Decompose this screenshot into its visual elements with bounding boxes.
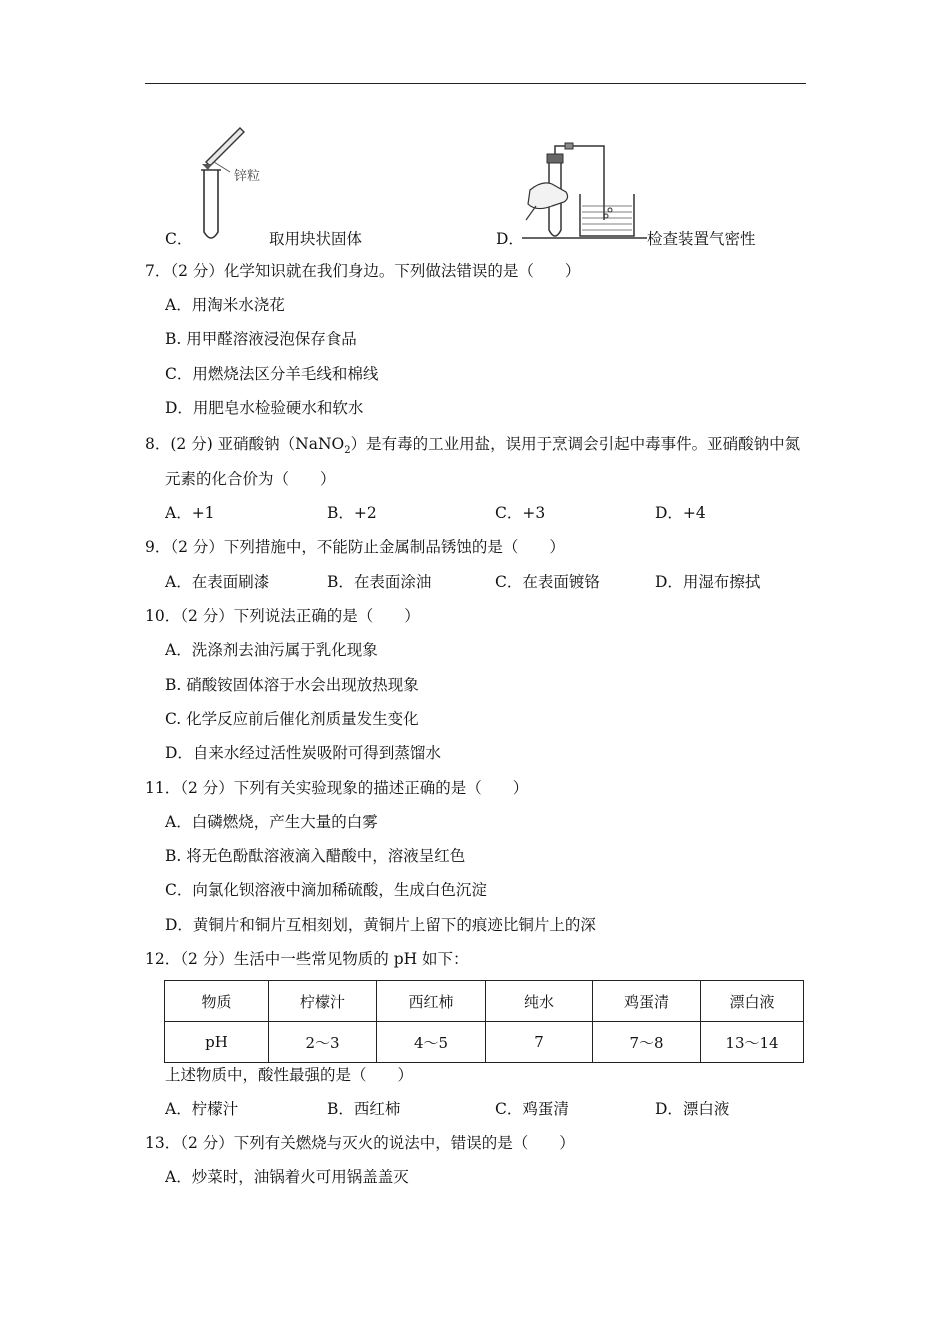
q8-option-d: D．+4 bbox=[655, 504, 706, 522]
table-cell: 物质 bbox=[165, 981, 269, 1022]
q6-option-c-text: 取用块状固体 bbox=[269, 230, 363, 248]
table-cell: 柠檬汁 bbox=[269, 981, 377, 1022]
q8-option-b: B．+2 bbox=[327, 504, 377, 522]
q10-option-d: D．自来水经过活性炭吸附可得到蒸馏水 bbox=[165, 744, 441, 762]
q13-option-a: A．炒菜时，油锅着火可用锅盖盖灭 bbox=[165, 1168, 409, 1186]
q11-stem: 11．（2 分）下列有关实验现象的描述正确的是（ ） bbox=[145, 779, 529, 797]
q9-stem: 9．（2 分）下列措施中，不能防止金属制品锈蚀的是（ ） bbox=[145, 538, 565, 556]
q12-option-b: B．西红柿 bbox=[327, 1100, 401, 1118]
q8-stem: 8．(2 分) 亚硝酸钠（NaNO$_2$）是有毒的工业用盐，误用于烹调会引起中毒事件。亚硝酸钠中氮 bbox=[145, 435, 801, 457]
q6-option-d-label: D． bbox=[496, 230, 524, 248]
q8-stem-line2: 元素的化合价为（ ） bbox=[165, 470, 336, 488]
table-cell: 纯水 bbox=[486, 981, 593, 1022]
zinc-label: 锌粒 bbox=[234, 168, 261, 183]
subscript: 2 bbox=[344, 445, 351, 457]
test-tube-zinc-figure bbox=[192, 122, 282, 244]
table-header-row bbox=[165, 981, 804, 1022]
table-cell: pH bbox=[165, 1022, 269, 1063]
table-cell: 4～5 bbox=[377, 1022, 486, 1063]
q9-option-b: B．在表面涂油 bbox=[327, 573, 432, 591]
table-cell: 7 bbox=[486, 1022, 593, 1063]
q12-stem-line2: 上述物质中，酸性最强的是（ ） bbox=[165, 1066, 414, 1084]
q7-option-b: B. 用甲醛溶液浸泡保存食品 bbox=[165, 330, 357, 348]
q7-stem: 7．（2 分）化学知识就在我们身边。下列做法错误的是（ ） bbox=[145, 262, 581, 280]
q9-option-d: D．用湿布擦拭 bbox=[655, 573, 761, 591]
table-cell: 7～8 bbox=[593, 1022, 701, 1063]
q13-stem: 13．（2 分）下列有关燃烧与灭火的说法中，错误的是（ ） bbox=[145, 1134, 575, 1152]
table-cell: 漂白液 bbox=[701, 981, 804, 1022]
q12-option-a: A．柠檬汁 bbox=[165, 1100, 239, 1118]
q8-option-c: C．+3 bbox=[495, 504, 546, 522]
q12-option-c: C．鸡蛋清 bbox=[495, 1100, 569, 1118]
q6-option-d-text: 检查装置气密性 bbox=[647, 230, 756, 248]
q11-option-c: C．向氯化钡溶液中滴加稀硫酸，生成白色沉淀 bbox=[165, 881, 487, 899]
q10-stem: 10．（2 分）下列说法正确的是（ ） bbox=[145, 607, 420, 625]
q7-option-a: A．用淘米水浇花 bbox=[165, 296, 285, 314]
q8-option-a: A．+1 bbox=[165, 504, 215, 522]
q6-option-c-label: C． bbox=[165, 230, 193, 248]
q7-option-d: D．用肥皂水检验硬水和软水 bbox=[165, 399, 364, 417]
q11-option-a: A．白磷燃烧，产生大量的白雾 bbox=[165, 813, 378, 831]
q11-option-d: D．黄铜片和铜片互相刻划，黄铜片上留下的痕迹比铜片上的深 bbox=[165, 916, 596, 934]
table-cell: 13～14 bbox=[701, 1022, 804, 1063]
table-cell: 2～3 bbox=[269, 1022, 377, 1063]
q7-option-c: C．用燃烧法区分羊毛线和棉线 bbox=[165, 365, 379, 383]
q10-option-a: A．洗涤剂去油污属于乳化现象 bbox=[165, 641, 378, 659]
q10-option-c: C. 化学反应前后催化剂质量发生变化 bbox=[165, 710, 419, 728]
q10-option-b: B. 硝酸铵固体溶于水会出现放热现象 bbox=[165, 676, 419, 694]
table-row bbox=[165, 1022, 804, 1063]
q9-option-a: A．在表面刷漆 bbox=[165, 573, 270, 591]
q9-option-c: C．在表面镀铬 bbox=[495, 573, 600, 591]
table-cell: 西红柿 bbox=[377, 981, 486, 1022]
header-rule bbox=[145, 83, 806, 84]
ph-table bbox=[164, 980, 804, 1063]
table-cell: 鸡蛋清 bbox=[593, 981, 701, 1022]
q12-stem: 12．（2 分）生活中一些常见物质的 pH 如下： bbox=[145, 950, 469, 968]
q11-option-b: B. 将无色酚酞溶液滴入醋酸中，溶液呈红色 bbox=[165, 847, 466, 865]
q12-option-d: D．漂白液 bbox=[655, 1100, 730, 1118]
airtightness-apparatus-figure bbox=[522, 140, 647, 244]
